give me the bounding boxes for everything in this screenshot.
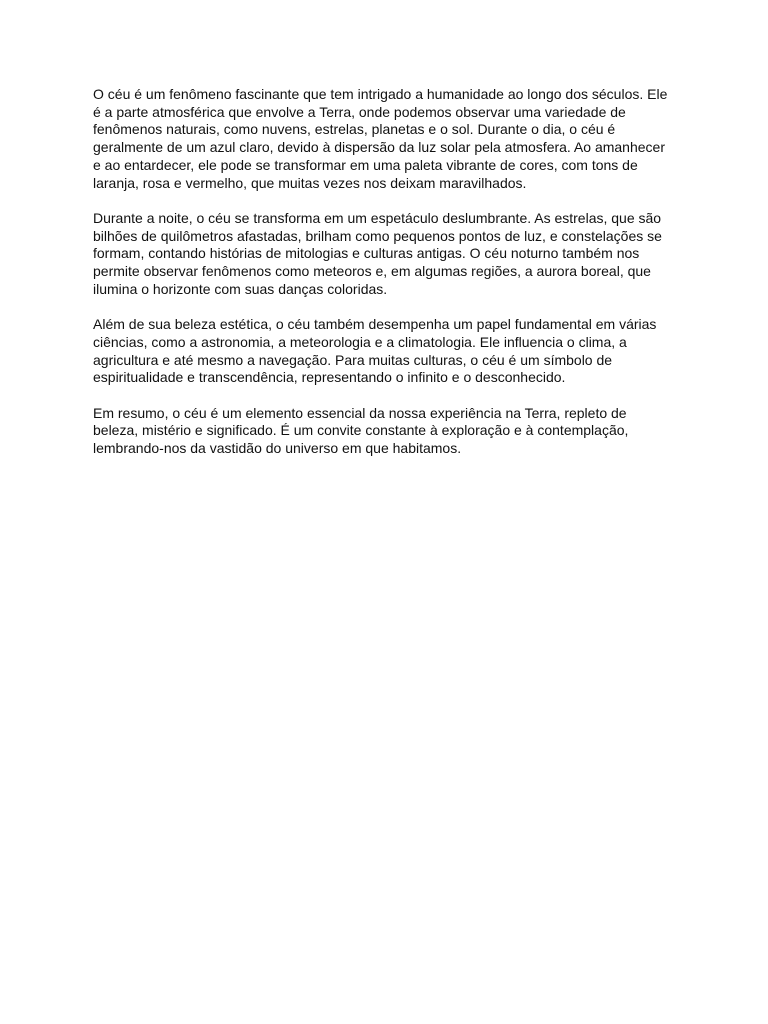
- text-line: fenômenos naturais, como nuvens, estrelas, planetas e o sol. Durante o dia, o céu é: [93, 121, 616, 138]
- text-line: é a parte atmosférica que envolve a Terra, onde podemos observar uma variedade de: [93, 103, 626, 120]
- text-line: lembrando-nos da vastidão do universo em que habitamos.: [93, 440, 462, 457]
- paragraph-1: [93, 86, 683, 192]
- text-line: O céu é um fenômeno fascinante que tem intrigado a humanidade ao longo dos séculos. Ele: [93, 86, 668, 102]
- paragraph-3: [93, 316, 683, 387]
- text-line: agricultura e até mesmo a navegação. Para muitas culturas, o céu é um símbolo de: [93, 351, 613, 368]
- text-line: bilhões de quilômetros afastadas, brilham como pequenos pontos de luz, e constelações se: [93, 227, 662, 244]
- text-line: formam, contando histórias de mitologias e culturas antigas. O céu noturno também nos: [93, 245, 640, 262]
- text-line: e ao entardecer, ele pode se transformar em uma paleta vibrante de cores, com tons de: [93, 156, 638, 173]
- text-line: Além de sua beleza estética, o céu também desempenha um papel fundamental em várias: [93, 316, 657, 333]
- text-line: laranja, rosa e vermelho, que muitas vezes nos deixam maravilhados.: [93, 174, 527, 191]
- text-line: permite observar fenômenos como meteoros e, em algumas regiões, a aurora boreal, que: [93, 263, 651, 280]
- paragraph-4: [93, 405, 683, 458]
- text-line: ilumina o horizonte com suas danças coloridas.: [93, 280, 388, 297]
- document-body: [93, 86, 683, 475]
- text-line: Em resumo, o céu é um elemento essencial da nossa experiência na Terra, repleto de: [93, 404, 627, 421]
- text-line: ciências, como a astronomia, a meteorologia e a climatologia. Ele influencia o clima, a: [93, 333, 627, 350]
- text-line: beleza, mistério e significado. É um convite constante à exploração e à contemplação,: [93, 422, 629, 439]
- text-line: Durante a noite, o céu se transforma em um espetáculo deslumbrante. As estrelas, que são: [93, 209, 662, 226]
- text-line: espiritualidade e transcendência, representando o infinito e o desconhecido.: [93, 369, 566, 386]
- paragraph-2: [93, 210, 683, 299]
- text-line: geralmente de um azul claro, devido à dispersão da luz solar pela atmosfera. Ao amanhecer: [93, 139, 665, 156]
